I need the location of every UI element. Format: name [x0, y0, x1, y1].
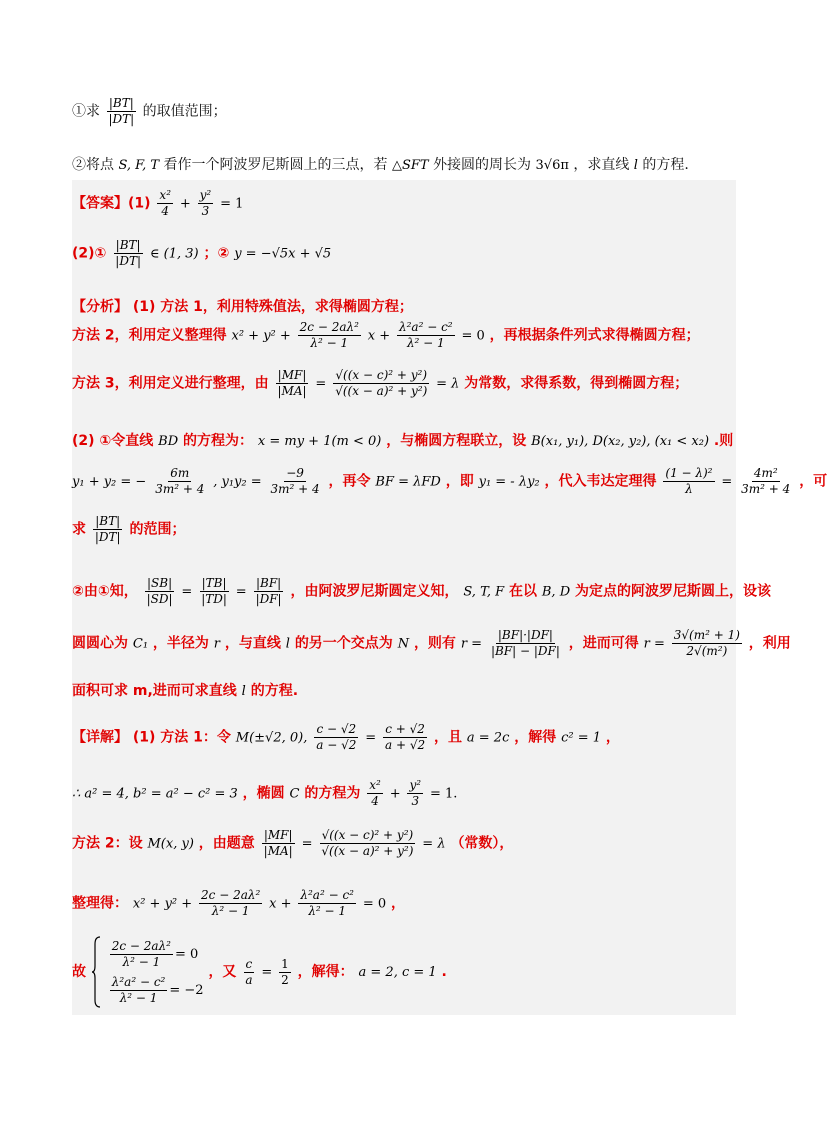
detail-line-4 — [72, 888, 405, 919]
analysis-p2-line: x = my + 1(m < 0) — [257, 434, 382, 449]
detail-org-c: = 0 — [362, 896, 387, 912]
analysis-c-f2-num: |TB| — [201, 576, 227, 590]
detail-ca-rhs: = — [261, 965, 273, 980]
q2-suffix: 的方程. — [642, 157, 689, 173]
analysis-d-f2-den: 2√(m²) — [686, 644, 728, 658]
detail-s2-den: λ² − 1 — [119, 990, 158, 1005]
analysis-m2-f2-den: λ² − 1 — [406, 336, 445, 350]
answer-plus: + — [179, 196, 191, 212]
detail-p1-m: M(±√2, 0), — [235, 730, 308, 746]
detail-solve: ，解得： — [297, 964, 354, 980]
analysis-d-f1-num: |BF|·|DF| — [497, 628, 553, 642]
detail-line-1 — [72, 722, 620, 753]
q2-mid1: 看作一个阿波罗尼斯圆上的三点，若 — [163, 157, 388, 173]
analysis-e-text-a: 面积可求 m,进而可求直线 — [72, 683, 237, 699]
analysis-r-suffix: 的范围； — [129, 521, 186, 538]
analysis-r-prefix: 求 — [72, 521, 86, 538]
analysis-line-1 — [72, 296, 413, 316]
detail-th-c: C — [289, 786, 300, 802]
analysis-c-frac-3 — [254, 576, 284, 607]
system-row-2 — [108, 972, 204, 1008]
q1-suffix: 的取值范围； — [142, 103, 227, 120]
detail-p1-mid2: ，解得 — [514, 729, 557, 746]
analysis-d-frac-1 — [489, 628, 562, 659]
answer-fx-den: 4 — [161, 204, 170, 218]
analysis-m3-frac-1 — [276, 368, 309, 399]
question-1 — [72, 96, 227, 127]
detail-m2-eq: = — [301, 836, 313, 852]
answer-label: 【答案】(1) — [72, 195, 151, 212]
detail-p1-prefix: (1) 方法 1：令 — [132, 729, 231, 746]
detail-p1-c: c² = 1 — [561, 730, 602, 746]
answer-bt: |BT| — [115, 238, 141, 252]
detail-p1-f2-num: c + √2 — [385, 722, 425, 736]
q1-frac-den: |DT| — [108, 112, 135, 126]
detail-m2-m: M(x, y) — [147, 836, 194, 852]
q2-mid3: ，求直线 — [573, 157, 630, 173]
analysis-line-5 — [72, 466, 827, 497]
answer-frac-y — [198, 188, 214, 219]
analysis-m3-eq: = — [315, 376, 327, 392]
answer-fx-num: x² — [159, 188, 171, 202]
analysis-d-mid5: ，进而可得 — [568, 635, 639, 652]
detail-m2-f2-den: √((x − a)² + y²) — [321, 844, 414, 858]
q2-line-var: l — [633, 158, 638, 173]
analysis-d-f1-den: |BF| − |DF| — [490, 644, 560, 658]
analysis-v-frac-3 — [663, 466, 714, 497]
answer-line-eq: y = −√5x + √5 — [234, 246, 332, 262]
detail-you: ，又 — [208, 964, 237, 980]
detail-m2-frac-1 — [262, 828, 295, 859]
answer-sep: ；② — [203, 245, 230, 262]
analysis-c-frac-1 — [145, 576, 175, 607]
analysis-d-frac-2 — [672, 628, 742, 659]
detail-line-3 — [72, 828, 513, 859]
detail-dot: . — [441, 964, 447, 980]
detail-p1-suffix: ， — [605, 729, 620, 746]
analysis-line-7 — [72, 576, 771, 607]
analysis-line-2 — [72, 320, 700, 351]
detail-m2-prefix: 方法 2：设 — [72, 835, 143, 852]
detail-org-b: x + — [269, 896, 292, 912]
detail-p1-f1-num: c − √2 — [316, 722, 357, 736]
detail-ca-num: c — [245, 956, 253, 971]
answer-line-1 — [72, 188, 243, 219]
analysis-v-mid3: ，代入韦达定理得 — [544, 473, 657, 490]
analysis-d-r-eq2: r = — [643, 636, 665, 652]
q1-prefix: ①求 — [72, 103, 100, 120]
analysis-m2-f2-num: λ²a² − c² — [399, 320, 453, 334]
analysis-line-6 — [72, 514, 185, 545]
analysis-v-frac-2 — [269, 466, 322, 497]
analysis-line-8 — [72, 628, 791, 659]
analysis-d-f2-num: 3√(m² + 1) — [673, 628, 740, 642]
detail-ca-den: a — [245, 972, 253, 987]
detail-th-frac-x — [367, 778, 383, 809]
analysis-d-mid2: ，与直线 — [224, 635, 281, 652]
detail-m2-f1-den: |MA| — [263, 844, 293, 858]
detail-org-prefix: 整理得： — [72, 895, 128, 912]
detail-org-frac-1 — [199, 888, 262, 919]
analysis-m2-eq-b: x + — [367, 328, 391, 344]
analysis-line-4 — [72, 430, 733, 450]
analysis-m3-f2-num: √((x − c)² + y²) — [335, 368, 428, 382]
detail-half-num: 1 — [281, 956, 289, 971]
analysis-c-eq2: = — [235, 584, 247, 600]
detail-half-den: 2 — [281, 972, 289, 987]
analysis-v-mid: ，再令 — [328, 473, 371, 490]
analysis-d-suffix: ，利用 — [748, 635, 791, 652]
detail-line-5 — [72, 936, 447, 1008]
analysis-line-3 — [72, 368, 688, 399]
analysis-v-sum: y₁ + y₂ = − — [72, 474, 147, 490]
detail-th-mid2: 的方程为 — [304, 785, 361, 802]
analysis-c-frac-2 — [199, 576, 229, 607]
analysis-d-r: r — [213, 636, 221, 652]
analysis-v-f4-den: 3m² + 4 — [741, 482, 791, 496]
analysis-p2-pts: B(x₁, y₁), D(x₂, y₂), (x₁ < x₂) — [531, 434, 710, 449]
analysis-e-text-b: 的方程. — [250, 683, 299, 699]
analysis-p2-bd: BD — [158, 434, 179, 449]
detail-org-a: x² + y² + — [132, 896, 193, 912]
analysis-c-bd: B, D — [541, 584, 571, 600]
detail-s2-rhs: = −2 — [169, 982, 204, 998]
analysis-c-f3-den: |DF| — [255, 592, 282, 606]
analysis-v-frac-4 — [739, 466, 792, 497]
analysis-v-y: y₁ = - λy₂ — [478, 474, 540, 490]
analysis-m2-f1-den: λ² − 1 — [310, 336, 349, 350]
analysis-c-mid2: 在以 — [509, 583, 537, 600]
analysis-c-f1-den: |SD| — [146, 592, 173, 606]
equation-system — [108, 936, 204, 1008]
analysis-v-f3-den: λ — [685, 482, 693, 496]
detail-s2-frac — [110, 975, 168, 1006]
detail-org-f2-num: λ²a² − c² — [300, 888, 354, 902]
analysis-m3-f2-den: √((x − a)² + y²) — [335, 384, 428, 398]
detail-gu: 故 — [72, 964, 86, 980]
detail-ca-frac — [243, 957, 254, 988]
analysis-e-l: l — [241, 684, 246, 699]
detail-m2-mid: ，由题意 — [198, 835, 255, 852]
detail-s1-rhs: = 0 — [175, 946, 199, 962]
analysis-c-prefix: ②由①知， — [72, 583, 138, 600]
detail-m2-f1-num: |MF| — [263, 828, 293, 842]
q1-frac-num: |BT| — [108, 96, 134, 110]
detail-s2-num: λ²a² − c² — [111, 974, 166, 989]
detail-org-f1-num: 2c − 2aλ² — [201, 888, 261, 902]
detail-org-f1-den: λ² − 1 — [211, 904, 250, 918]
detail-p1-a: a = 2c — [466, 730, 510, 746]
analysis-c-eq1: = — [181, 584, 193, 600]
detail-ac: a = 2, c = 1 — [358, 965, 437, 980]
analysis-m2-eq-a: x² + y² + — [231, 328, 291, 344]
question-2 — [72, 154, 689, 174]
analysis-v-prod: , y₁y₂ = — [213, 474, 262, 490]
analysis-m3-rhs: = λ — [436, 376, 460, 392]
answer-frac-bt-dt — [113, 238, 143, 269]
analysis-m2-f1-num: 2c − 2aλ² — [299, 320, 359, 334]
answer-rhs: = 1 — [220, 196, 244, 212]
analysis-m2-suffix: ，再根据条件列式求得椭圆方程； — [489, 327, 700, 344]
analysis-m2-frac-2 — [397, 320, 455, 351]
detail-th-fy-num: y² — [409, 778, 422, 792]
analysis-r-den: |DT| — [94, 530, 121, 544]
answer-frac-x — [157, 188, 173, 219]
detail-p1-mid: ，且 — [434, 729, 463, 746]
analysis-c-f3-num: |BF| — [255, 576, 282, 590]
detail-p1-eq: = — [365, 730, 377, 746]
analysis-v-f1-num: 6m — [170, 466, 190, 480]
analysis-v-eq: = — [721, 474, 733, 490]
detail-line-2 — [72, 778, 457, 809]
analysis-v-f3-num: (1 − λ)² — [665, 466, 713, 480]
analysis-c-mid: ，由阿波罗尼斯圆定义知， — [290, 583, 459, 600]
q1-fraction — [106, 96, 136, 127]
analysis-d-r-eq: r = — [460, 636, 483, 652]
q2-perimeter: 3√6π — [535, 158, 569, 173]
analysis-m2-frac-1 — [298, 320, 361, 351]
analysis-d-mid1: ，半径为 — [152, 635, 209, 652]
detail-th-eq: ∴ a² = 4, b² = a² − c² = 3 — [72, 786, 238, 802]
detail-p1-f2-den: a + √2 — [385, 738, 426, 752]
q2-mid2: 外接圆的周长为 — [433, 157, 532, 173]
analysis-p2-mid2: ，与椭圆方程联立，设 — [386, 433, 527, 449]
analysis-m3-f1-den: |MA| — [277, 384, 307, 398]
analysis-v-f4-num: 4m² — [753, 466, 778, 480]
detail-s1-frac — [110, 939, 173, 970]
analysis-v-f2-num: −9 — [286, 466, 304, 480]
detail-half-frac — [279, 957, 291, 988]
analysis-p2-mid: 的方程为： — [183, 433, 253, 449]
q2-triangle: △SFT — [392, 158, 429, 173]
system-row-1 — [108, 936, 204, 972]
analysis-d-c1: C₁ — [132, 636, 149, 652]
analysis-v-f2-den: 3m² + 4 — [270, 482, 320, 496]
detail-org-suffix: ， — [391, 895, 406, 912]
detail-p1-frac-1 — [314, 722, 358, 753]
left-brace-icon — [91, 936, 101, 1008]
analysis-c-f1-num: |SB| — [147, 576, 173, 590]
detail-s1-den: λ² − 1 — [122, 954, 161, 969]
detail-m2-rhs: = λ — [422, 836, 446, 852]
answer-label-2: (2)① — [72, 245, 107, 262]
detail-m2-f2-num: √((x − c)² + y²) — [321, 828, 414, 842]
detail-th-frac-y — [407, 778, 423, 809]
answer-dt: |DT| — [115, 254, 141, 268]
analysis-r-frac — [93, 514, 123, 545]
detail-m2-frac-2 — [319, 828, 415, 859]
analysis-v-bf: BF = λFD — [375, 474, 441, 490]
analysis-r-num: |BT| — [95, 514, 121, 528]
analysis-c-f2-den: |TD| — [201, 592, 227, 606]
analysis-v-mid2: ，即 — [445, 473, 474, 490]
detail-label: 【详解】 — [72, 729, 128, 746]
answer-fy-den: 3 — [201, 204, 210, 218]
detail-th-fy-den: 3 — [411, 794, 420, 808]
analysis-d-prefix: 圆圆心为 — [72, 635, 128, 652]
detail-m2-suffix: （常数）， — [450, 835, 514, 852]
analysis-v-f1-den: 3m² + 4 — [155, 482, 205, 496]
analysis-m2-prefix: 方法 2，利用定义整理得 — [72, 327, 227, 344]
detail-th-fx-num: x² — [369, 778, 381, 792]
analysis-p2-prefix: (2) ①令直线 — [72, 433, 154, 449]
detail-th-rhs: = 1. — [429, 786, 458, 802]
analysis-c-pts: S, T, F — [463, 584, 505, 600]
analysis-v-suffix: ，可 — [799, 473, 827, 490]
detail-s1-num: 2c − 2aλ² — [111, 938, 171, 953]
analysis-v-frac-1 — [153, 466, 206, 497]
answer-range: ∈ (1, 3) — [149, 246, 199, 262]
analysis-m3-f1-num: |MF| — [277, 368, 307, 382]
analysis-d-mid4: ，则有 — [413, 635, 456, 652]
analysis-method-1: (1) 方法 1，利用特殊值法，求得椭圆方程； — [132, 299, 413, 315]
q2-points: S, F, T — [118, 158, 160, 173]
q2-prefix: ②将点 — [72, 157, 114, 173]
detail-th-mid: ，椭圆 — [242, 785, 285, 802]
detail-org-f2-den: λ² − 1 — [308, 904, 347, 918]
detail-org-frac-2 — [298, 888, 356, 919]
analysis-d-mid3: 的另一个交点为 — [294, 635, 393, 652]
analysis-d-l: l — [285, 636, 290, 652]
detail-th-plus: + — [389, 786, 401, 802]
detail-th-fx-den: 4 — [371, 794, 379, 808]
analysis-c-suffix: 为定点的阿波罗尼斯圆上，设该 — [575, 583, 771, 600]
analysis-d-n: N — [397, 636, 410, 652]
answer-fy-num: y² — [199, 188, 212, 202]
analysis-m2-eq-c: = 0 — [461, 328, 485, 344]
detail-p1-frac-2 — [383, 722, 427, 753]
analysis-m3-suffix: 为常数，求得系数，得到椭圆方程； — [464, 375, 689, 392]
analysis-line-9 — [72, 680, 298, 700]
detail-p1-f1-den: a − √2 — [316, 738, 357, 752]
analysis-label: 【分析】 — [72, 299, 128, 315]
analysis-m3-frac-2 — [333, 368, 429, 399]
answer-line-2 — [72, 238, 331, 269]
analysis-p2-suffix: .则 — [713, 433, 734, 449]
analysis-m3-prefix: 方法 3，利用定义进行整理，由 — [72, 375, 269, 392]
